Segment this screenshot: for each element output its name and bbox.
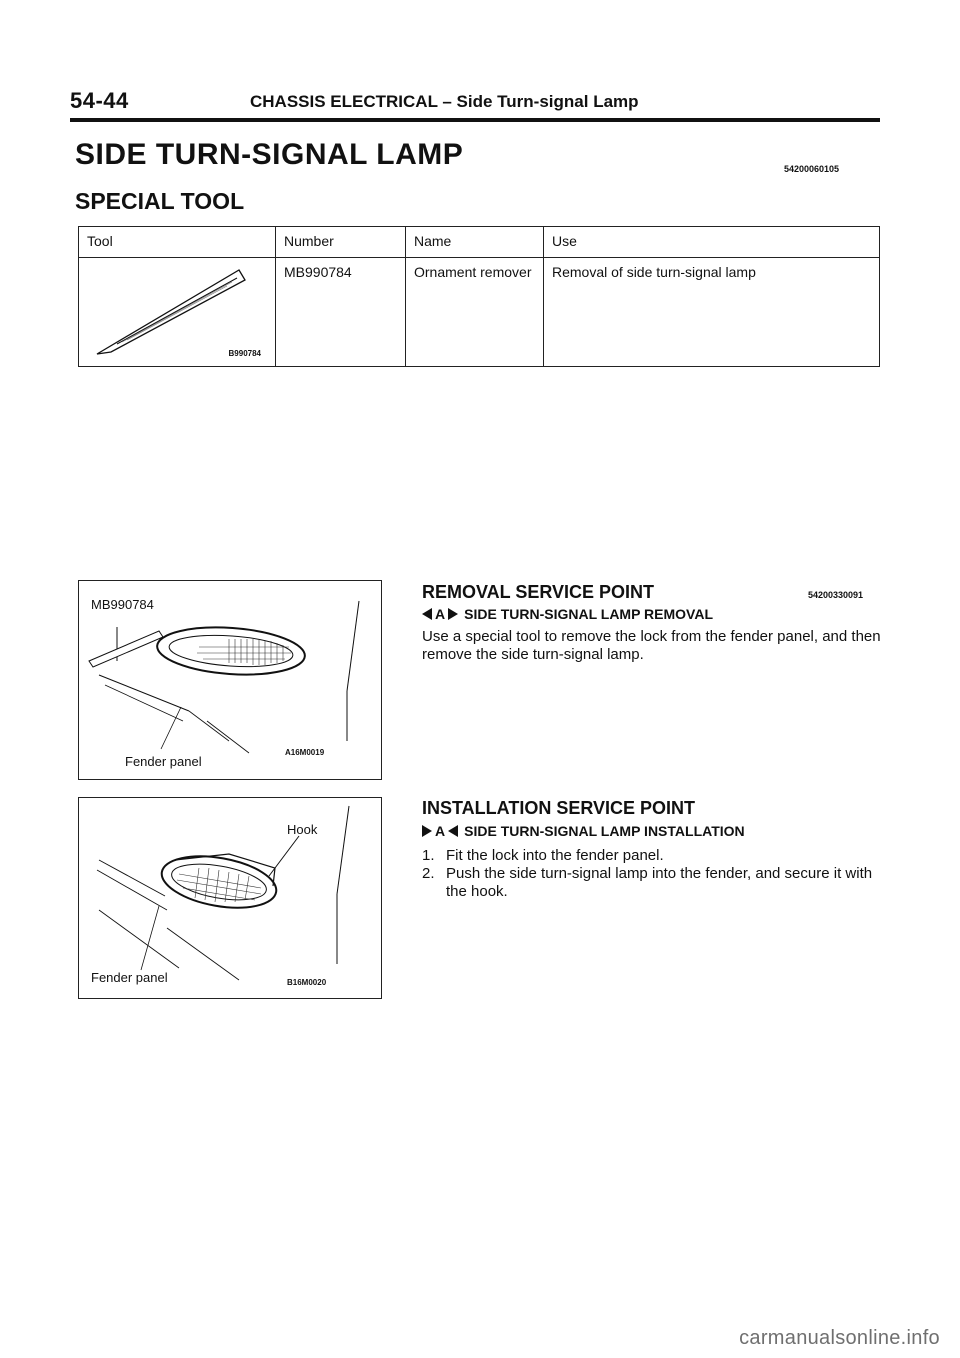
installation-illustration bbox=[79, 798, 381, 998]
removal-code: 54200330091 bbox=[808, 590, 864, 600]
table-row bbox=[79, 258, 880, 367]
removal-body: Use a special tool to remove the lock from the fender panel, and then remove the side turn-signal lamp. bbox=[422, 628, 881, 663]
list-item bbox=[422, 847, 884, 865]
installation-letter: A bbox=[435, 823, 446, 839]
left-arrow-icon bbox=[448, 825, 458, 837]
installation-title: INSTALLATION SERVICE POINT bbox=[422, 798, 696, 818]
tool-number-cell: MB990784 bbox=[276, 258, 406, 367]
installation-steps bbox=[422, 847, 884, 901]
watermark: carmanualsonline.info bbox=[739, 1327, 940, 1349]
fender-panel-label: Fender panel bbox=[125, 754, 202, 769]
list-item bbox=[422, 865, 884, 901]
table-header-cell: Use bbox=[544, 227, 880, 258]
installation-subtitle-text: SIDE TURN-SIGNAL LAMP INSTALLATION bbox=[464, 823, 745, 839]
table-header-cell: Number bbox=[276, 227, 406, 258]
section-subtitle: SPECIAL TOOL bbox=[75, 188, 245, 214]
removal-subtitle bbox=[422, 606, 713, 622]
tool-image-cell bbox=[79, 258, 276, 367]
tool-use-cell: Removal of side turn-signal lamp bbox=[544, 258, 880, 367]
fender-panel-label: Fender panel bbox=[91, 970, 168, 985]
hook-label: Hook bbox=[287, 822, 318, 837]
removal-title: REMOVAL SERVICE POINT bbox=[422, 582, 655, 602]
figure-code: B16M0020 bbox=[287, 978, 327, 987]
special-tool-table bbox=[78, 226, 880, 367]
figure-code: A16M0019 bbox=[285, 748, 325, 757]
table-header-cell: Name bbox=[406, 227, 544, 258]
table-header-cell: Tool bbox=[79, 227, 276, 258]
tool-callout-label: MB990784 bbox=[91, 597, 154, 612]
removal-figure bbox=[78, 580, 382, 780]
right-arrow-icon bbox=[448, 608, 458, 620]
section-code: 54200060105 bbox=[784, 164, 840, 174]
step-number: 1. bbox=[422, 847, 435, 864]
header-rule bbox=[70, 118, 880, 122]
installation-subtitle bbox=[422, 823, 745, 839]
step-number: 2. bbox=[422, 865, 435, 882]
running-header: CHASSIS ELECTRICAL – Side Turn-signal Lamp bbox=[250, 92, 639, 111]
tool-name-cell: Ornament remover bbox=[406, 258, 544, 367]
left-arrow-icon bbox=[422, 608, 432, 620]
removal-subtitle-text: SIDE TURN-SIGNAL LAMP REMOVAL bbox=[464, 606, 714, 622]
ornament-remover-illustration bbox=[87, 264, 267, 360]
right-arrow-icon bbox=[422, 825, 432, 837]
tool-image-code: B990784 bbox=[228, 349, 261, 358]
removal-letter: A bbox=[435, 606, 446, 622]
table-header-row bbox=[79, 227, 880, 258]
section-title: SIDE TURN-SIGNAL LAMP bbox=[75, 138, 464, 171]
step-text: Push the side turn-signal lamp into the fender, and secure it with the hook. bbox=[446, 865, 873, 900]
step-text: Fit the lock into the fender panel. bbox=[446, 847, 664, 864]
installation-figure bbox=[78, 797, 382, 999]
page-number: 54-44 bbox=[70, 88, 129, 113]
